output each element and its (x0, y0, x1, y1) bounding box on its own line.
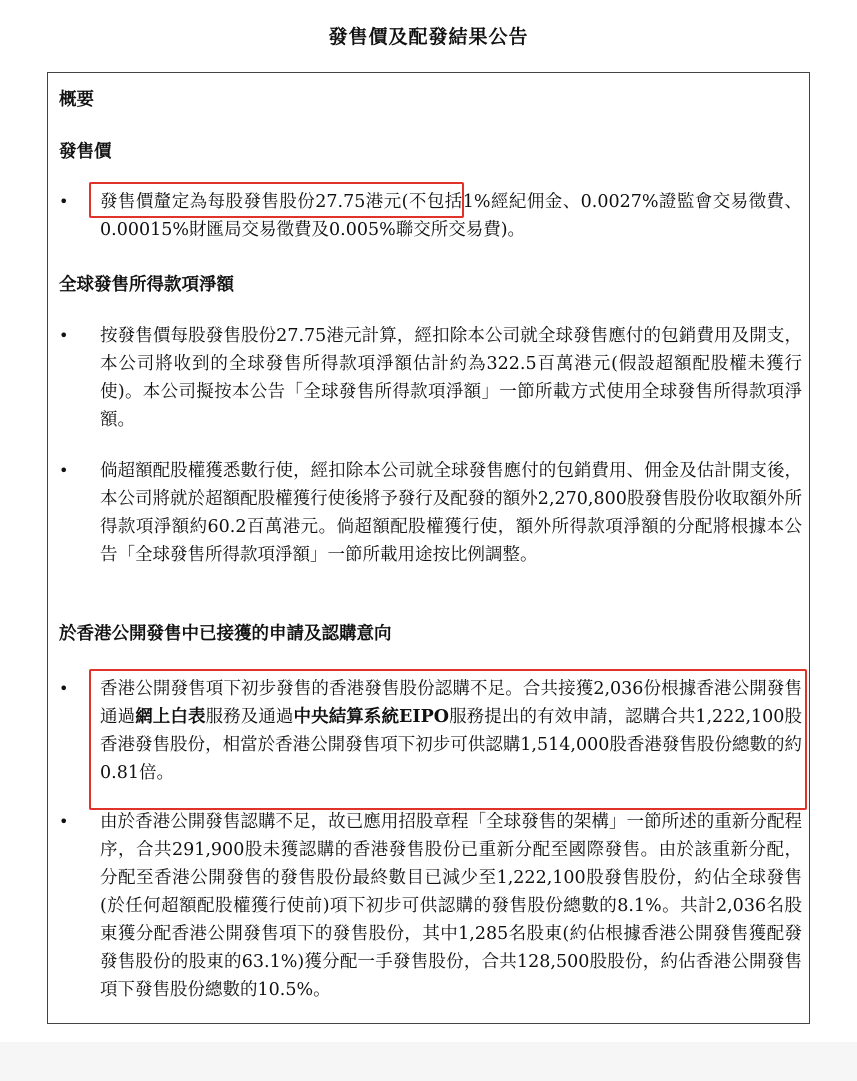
bullet-marker: • (59, 326, 69, 345)
bullet-marker: • (59, 192, 69, 211)
hk-public-text-c: 服務及通過 (205, 707, 294, 727)
offer-price-heading: 發售價 (59, 142, 112, 162)
hk-public-bullet-2: 由於香港公開發售認購不足，故已應用招股章程「全球發售的架構」一節所述的重新分配程序，合共291,900股未獲認購的香港發售股份已重新分配至國際發售。由於該重新分配，分配至香港公開發售的發售股份最終數目已減少至1,222,100股發售股份，約佔全球發售(於任何超額配股權獲行使前)項下初步可供認購的發售股份總數的8.1%。共計2,036名股東獲分配香港公開發售項下的發售股份，其中1,285名股東(約佔根據香港公開發售獲配發發售股份的股東的63.1%)獲分配一手發售股份，合共128,500股股份，約佔香港公開發售項下發售股份總數的10.5%。 (100, 812, 802, 1000)
offer-price-highlight-text: 發售價釐定為每股發售股份27.75港元 (100, 192, 402, 212)
white-form-label: 網上白表 (135, 707, 206, 727)
net-proceeds-bullet-2: 倘超額配股權獲悉數行使，經扣除本公司就全球發售應付的包銷費用、佣金及估計開支後，本公司將就於超額配股權獲行使後將予發行及配發的額外2,270,800股發售股份收取額外所得款項淨額約60.2百萬港元。倘超額配股權獲行使，額外所得款項淨額的分配將根據本公告「全球發售所得款項淨額」一節所載用途按比例調整。 (100, 461, 802, 565)
hk-public-offering-heading: 於香港公開發售中已接獲的申請及認購意向 (59, 624, 392, 644)
offer-price-bullet-1 (100, 188, 802, 244)
hk-public-bullet-1 (100, 675, 802, 787)
bullet-marker: • (59, 679, 69, 698)
bullet-marker: • (59, 461, 69, 480)
hk-public-text-e: 服務提出的有效申請，認購合共1,222,100股香港發售股份，相當於香港公開發售項下初步可供認購1,514,000股香港發售股份總數的約0.81倍。 (100, 707, 803, 783)
net-proceeds-heading: 全球發售所得款項淨額 (59, 275, 234, 295)
net-proceeds-bullet-1: 按發售價每股發售股份27.75港元計算，經扣除本公司就全球發售應付的包銷費用及開支，本公司將收到的全球發售所得款項淨額估計約為322.5百萬港元(假設超額配股權未獲行使)。本公司擬按本公告「全球發售所得款項淨額」一節所載方式使用全球發售所得款項淨額。 (100, 326, 802, 430)
ccass-eipo-label: 中央結算系統EIPO (293, 707, 449, 727)
page-bottom-margin (0, 1042, 857, 1081)
document-title: 發售價及配發結果公告 (328, 26, 529, 48)
overview-heading: 概要 (59, 90, 94, 110)
offer-price-rest-text: (不包括1%經紀佣金、0.0027%證監會交易徵費、0.00015%財匯局交易徵費及0.005%聯交所交易費)。 (100, 192, 802, 240)
hk-public-text-a: 香港公開發售項下初步發售的香港發售股份認購不足。合共接獲2,036份根據香港公開發售通過 (100, 679, 802, 727)
bullet-marker: • (59, 812, 69, 831)
